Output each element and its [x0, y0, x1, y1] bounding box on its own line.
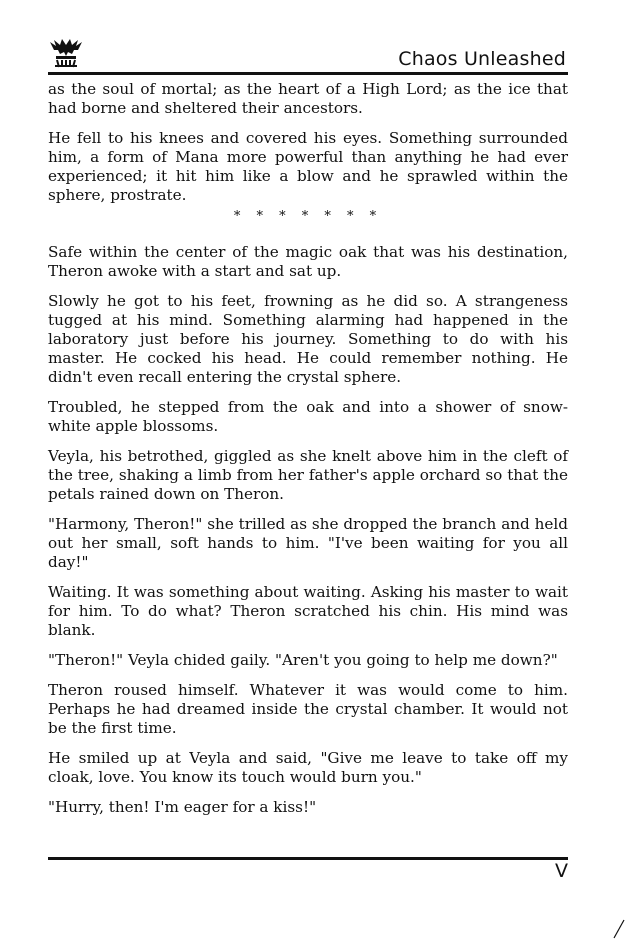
paragraph: He fell to his knees and covered his eyes. Something surrounded him, a form of Mana more powerful than anything he had ever experienced; it hit him like a blow and he sprawled within the sphere, prostrate.	[48, 129, 568, 204]
paragraph: "Hurry, then! I'm eager for a kiss!"	[48, 798, 317, 816]
paragraph: Waiting. It was something about waiting. Asking his master to wait for him. To do what? Theron scratched his chin. His mind was blank.	[48, 583, 568, 639]
page-header	[48, 38, 568, 74]
paragraph: Slowly he got to his feet, frowning as he did so. A strangeness tugged at his mind. Something alarming had happened in the laboratory just before his journey. Something to do with his master. He cocked his head. He could remember nothing. He didn't even recall entering the crystal sphere.	[48, 292, 568, 386]
paragraph: Safe within the center of the magic oak that was his destination, Theron awoke with a start and sat up.	[48, 243, 568, 280]
section-separator: * * * * * * *	[233, 209, 383, 224]
paragraph: Troubled, he stepped from the oak and into a shower of snow-white apple blossoms.	[48, 398, 568, 435]
footer-rule	[48, 857, 568, 860]
page-corner-mark	[612, 918, 626, 940]
dragon-emblem-icon	[48, 38, 84, 68]
paragraph: Veyla, his betrothed, giggled as she knelt above him in the cleft of the tree, shaking a limb from her father's apple orchard so that the petals rained down on Theron.	[48, 447, 568, 503]
paragraph: "Harmony, Theron!" she trilled as she dropped the branch and held out her small, soft hands to him. "I've been waiting for you all day!"	[48, 515, 568, 571]
running-header-title: Chaos Unleashed	[398, 48, 566, 70]
page-number: V	[555, 860, 568, 882]
paragraph: He smiled up at Veyla and said, "Give me leave to take off my cloak, love. You know its touch would burn you."	[48, 749, 568, 786]
paragraph: Theron roused himself. Whatever it was would come to him. Perhaps he had dreamed inside the crystal chamber. It would not be the first time.	[48, 681, 568, 737]
page-body	[48, 80, 568, 828]
paragraph: "Theron!" Veyla chided gaily. "Aren't you going to help me down?"	[48, 651, 558, 669]
header-rule	[48, 72, 568, 75]
paragraph: as the soul of mortal; as the heart of a High Lord; as the ice that had borne and sheltered their ancestors.	[48, 80, 568, 117]
